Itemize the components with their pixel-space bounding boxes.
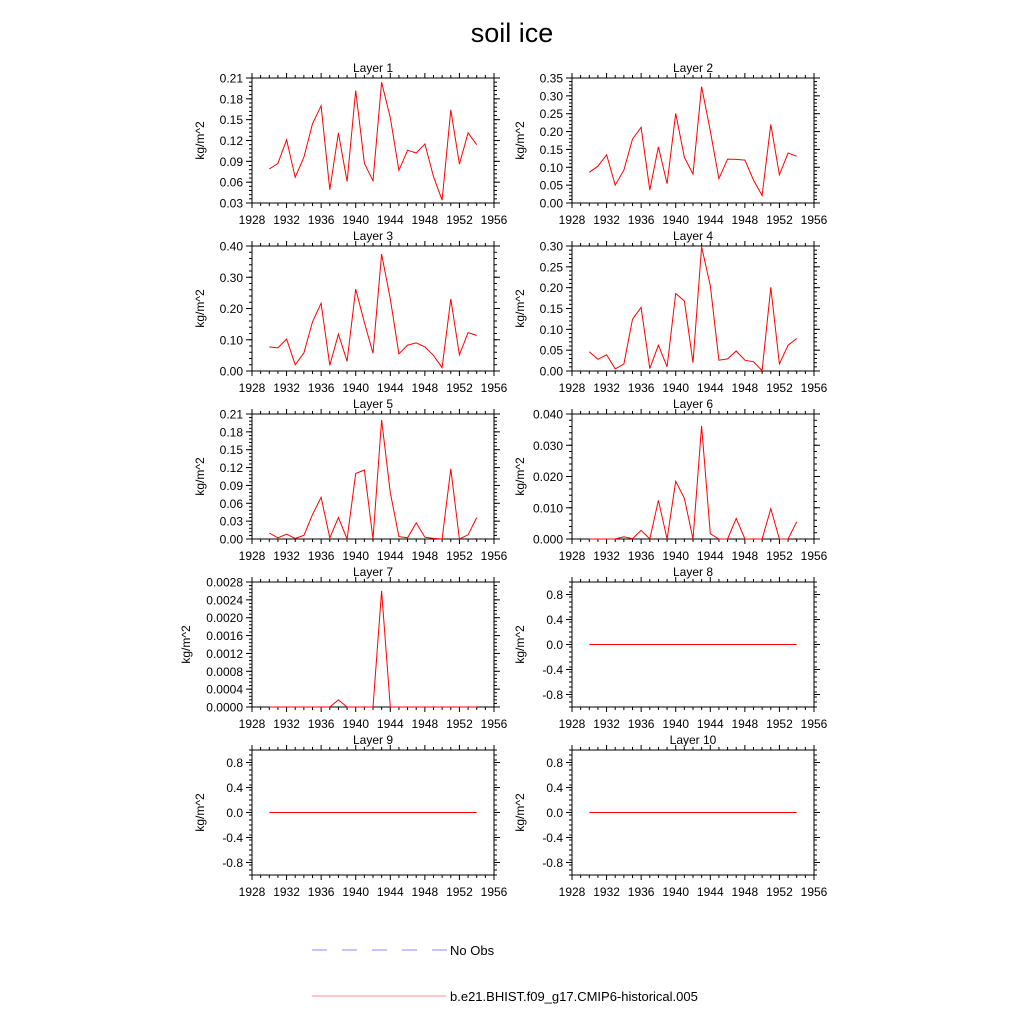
x-tick-label: 1940: [662, 381, 690, 395]
legend-model-label: b.e21.BHIST.f09_g17.CMIP6-historical.005: [450, 989, 698, 1004]
x-tick-label: 1948: [731, 213, 759, 227]
x-tick-label: 1952: [766, 885, 793, 899]
plot-frame: [572, 414, 814, 539]
x-tick-label: 1932: [273, 549, 300, 563]
x-tick-label: 1952: [446, 549, 473, 563]
panel-title: Layer 6: [672, 397, 714, 411]
y-tick-label: -0.4: [542, 663, 563, 677]
x-tick-label: 1940: [662, 213, 690, 227]
panel-title: Layer 3: [352, 229, 394, 243]
y-tick-label: -0.8: [542, 856, 563, 870]
x-tick-label: 1932: [273, 717, 300, 731]
panel-layer-6: [513, 397, 828, 563]
y-tick-label: 0.00: [539, 196, 563, 211]
x-tick-label: 1928: [238, 213, 266, 227]
x-tick-label: 1952: [446, 885, 473, 899]
x-tick-label: 1928: [238, 717, 266, 731]
x-tick-label: 1944: [696, 717, 724, 731]
panel-title: Layer 7: [352, 565, 394, 579]
model-series-line: [269, 254, 476, 368]
model-series-line: [589, 87, 796, 196]
y-tick-label: 0.0012: [206, 646, 243, 661]
panel-title: Layer 9: [352, 733, 394, 747]
y-tick-label: 0.15: [539, 302, 563, 316]
x-tick-label: 1948: [731, 717, 759, 731]
x-tick-label: 1932: [273, 213, 300, 227]
y-tick-label: 0.40: [219, 239, 243, 254]
y-tick-label: 0.0000: [206, 700, 243, 715]
x-tick-label: 1940: [342, 885, 370, 899]
y-tick-label: 0.15: [539, 142, 563, 157]
legend-obs-label: No Obs: [450, 943, 495, 958]
x-tick-label: 1952: [766, 717, 793, 731]
y-tick-label: 0.10: [539, 322, 563, 337]
legend: [312, 943, 698, 1004]
x-tick-label: 1956: [800, 885, 828, 899]
y-tick-label: 0.30: [539, 89, 563, 104]
model-series-line: [589, 247, 796, 371]
x-tick-label: 1948: [411, 885, 439, 899]
x-tick-label: 1936: [307, 717, 335, 731]
y-tick-label: 0.21: [219, 407, 243, 422]
y-tick-label: 0.03: [219, 514, 243, 529]
x-tick-label: 1940: [662, 717, 690, 731]
y-tick-label: 0.0: [226, 806, 243, 820]
x-tick-label: 1940: [342, 381, 370, 395]
y-tick-label: 0.10: [219, 333, 243, 348]
x-tick-label: 1944: [376, 885, 404, 899]
panel-layer-10: [513, 733, 828, 899]
panel-layer-7: [179, 565, 508, 731]
panel-title: Layer 5: [352, 397, 394, 411]
plot-frame: [252, 582, 494, 707]
y-tick-label: -0.4: [542, 831, 563, 845]
x-tick-label: 1956: [800, 381, 828, 395]
x-tick-label: 1948: [731, 885, 759, 899]
x-tick-label: 1928: [558, 717, 586, 731]
y-tick-label: 0.20: [539, 281, 563, 296]
x-tick-label: 1932: [593, 717, 620, 731]
y-axis-label: kg/m^2: [179, 625, 193, 664]
y-tick-label: -0.8: [222, 856, 243, 870]
x-tick-label: 1952: [446, 717, 473, 731]
y-tick-label: 0.21: [219, 71, 243, 86]
y-tick-label: 0.010: [532, 501, 563, 516]
x-tick-label: 1936: [627, 381, 655, 395]
x-tick-label: 1948: [731, 381, 759, 395]
y-tick-label: 0.05: [539, 178, 563, 193]
y-tick-label: 0.12: [219, 461, 243, 476]
y-tick-label: 0.10: [539, 160, 563, 175]
y-tick-label: 0.06: [219, 496, 243, 511]
y-axis-label: kg/m^2: [513, 625, 527, 664]
y-tick-label: 0.18: [219, 92, 243, 107]
y-tick-label: 0.03: [219, 196, 243, 211]
y-tick-label: 0.8: [546, 756, 563, 770]
y-tick-label: 0.4: [226, 781, 243, 795]
x-tick-label: 1940: [662, 885, 690, 899]
panel-title: Layer 4: [672, 229, 714, 243]
x-tick-label: 1956: [480, 717, 508, 731]
x-tick-label: 1932: [593, 213, 620, 227]
x-tick-label: 1928: [238, 885, 266, 899]
x-tick-label: 1944: [376, 213, 404, 227]
y-tick-label: 0.20: [539, 125, 563, 140]
x-tick-label: 1928: [558, 885, 586, 899]
y-tick-label: 0.040: [532, 407, 563, 422]
x-tick-label: 1932: [593, 549, 620, 563]
figure-title: soil ice: [470, 18, 554, 48]
y-tick-label: 0.000: [532, 532, 563, 547]
panel-layer-2: [513, 61, 828, 227]
panel-title: Layer 2: [672, 61, 714, 75]
x-tick-label: 1944: [376, 549, 404, 563]
x-tick-label: 1956: [480, 549, 508, 563]
x-tick-label: 1936: [627, 885, 655, 899]
x-tick-label: 1952: [766, 381, 793, 395]
y-tick-label: 0.25: [539, 107, 563, 122]
x-tick-label: 1936: [627, 717, 655, 731]
y-tick-label: 0.09: [219, 478, 243, 493]
x-tick-label: 1936: [627, 213, 655, 227]
x-tick-label: 1940: [342, 717, 370, 731]
y-tick-label: -0.8: [542, 688, 563, 702]
plot-frame: [252, 414, 494, 539]
y-tick-label: 0.0024: [206, 593, 243, 608]
x-tick-label: 1956: [800, 213, 828, 227]
x-tick-label: 1948: [411, 213, 439, 227]
panel-layer-9: [193, 733, 508, 899]
plot-frame: [572, 78, 814, 203]
x-tick-label: 1936: [307, 885, 335, 899]
x-tick-label: 1948: [411, 717, 439, 731]
y-tick-label: 0.06: [219, 175, 243, 190]
y-tick-label: 0.0004: [206, 682, 243, 697]
y-tick-label: -0.4: [222, 831, 243, 845]
panels: [179, 61, 828, 899]
x-tick-label: 1936: [627, 549, 655, 563]
y-tick-label: 0.20: [219, 302, 243, 316]
x-tick-label: 1944: [376, 717, 404, 731]
y-tick-label: 0.00: [539, 364, 563, 379]
y-tick-label: 0.15: [219, 113, 243, 128]
x-tick-label: 1928: [558, 213, 586, 227]
panel-layer-8: [513, 565, 828, 731]
model-series-line: [589, 426, 796, 539]
x-tick-label: 1956: [480, 885, 508, 899]
x-tick-label: 1956: [800, 717, 828, 731]
y-tick-label: 0.12: [219, 134, 243, 148]
y-axis-label: kg/m^2: [193, 121, 207, 160]
x-tick-label: 1956: [480, 213, 508, 227]
x-tick-label: 1948: [411, 381, 439, 395]
y-axis-label: kg/m^2: [193, 289, 207, 328]
y-tick-label: 0.030: [532, 438, 563, 453]
panel-title: Layer 10: [669, 733, 717, 747]
x-tick-label: 1952: [446, 381, 473, 395]
model-series-line: [269, 82, 476, 200]
x-tick-label: 1932: [593, 381, 620, 395]
y-tick-label: 0.4: [546, 781, 563, 795]
y-tick-label: 0.30: [539, 239, 563, 254]
y-tick-label: 0.0028: [206, 575, 243, 590]
x-tick-label: 1932: [273, 381, 300, 395]
x-tick-label: 1948: [731, 549, 759, 563]
x-tick-label: 1944: [696, 549, 724, 563]
x-tick-label: 1936: [307, 213, 335, 227]
y-tick-label: 0.00: [219, 364, 243, 379]
y-tick-label: 0.15: [219, 443, 243, 458]
x-tick-label: 1952: [446, 213, 473, 227]
x-tick-label: 1936: [307, 549, 335, 563]
y-axis-label: kg/m^2: [513, 289, 527, 328]
x-tick-label: 1928: [238, 381, 266, 395]
y-tick-label: 0.09: [219, 154, 243, 169]
x-tick-label: 1956: [800, 549, 828, 563]
y-tick-label: 0.35: [539, 71, 563, 86]
y-tick-label: 0.30: [219, 270, 243, 285]
x-tick-label: 1932: [273, 885, 300, 899]
x-tick-label: 1944: [696, 381, 724, 395]
plot-frame: [252, 78, 494, 203]
panel-layer-3: [193, 229, 508, 395]
y-axis-label: kg/m^2: [513, 793, 527, 832]
x-tick-label: 1928: [238, 549, 266, 563]
x-tick-label: 1940: [342, 549, 370, 563]
y-axis-label: kg/m^2: [513, 457, 527, 496]
y-tick-label: 0.0020: [206, 611, 243, 626]
model-series-line: [269, 420, 476, 539]
y-tick-label: 0.8: [546, 588, 563, 602]
y-axis-label: kg/m^2: [513, 121, 527, 160]
y-tick-label: 0.0008: [206, 664, 243, 679]
panel-layer-4: [513, 229, 828, 395]
y-tick-label: 0.0: [546, 638, 563, 652]
x-tick-label: 1932: [593, 885, 620, 899]
x-tick-label: 1948: [411, 549, 439, 563]
x-tick-label: 1952: [766, 549, 793, 563]
x-tick-label: 1928: [558, 381, 586, 395]
y-tick-label: 0.8: [226, 756, 243, 770]
y-tick-label: 0.25: [539, 260, 563, 275]
x-tick-label: 1956: [480, 381, 508, 395]
x-tick-label: 1928: [558, 549, 586, 563]
y-axis-label: kg/m^2: [193, 457, 207, 496]
y-tick-label: 0.05: [539, 343, 563, 358]
x-tick-label: 1944: [696, 885, 724, 899]
y-tick-label: 0.18: [219, 425, 243, 440]
panel-layer-5: [193, 397, 508, 563]
x-tick-label: 1952: [766, 213, 793, 227]
y-axis-label: kg/m^2: [193, 793, 207, 832]
y-tick-label: 0.00: [219, 532, 243, 547]
panel-title: Layer 1: [352, 61, 394, 75]
y-tick-label: 0.4: [546, 613, 563, 627]
x-tick-label: 1944: [376, 381, 404, 395]
panel-title: Layer 8: [672, 565, 714, 579]
model-series-line: [269, 591, 476, 707]
y-tick-label: 0.0016: [206, 629, 243, 644]
x-tick-label: 1944: [696, 213, 724, 227]
y-tick-label: 0.0: [546, 806, 563, 820]
x-tick-label: 1940: [342, 213, 370, 227]
x-tick-label: 1936: [307, 381, 335, 395]
y-tick-label: 0.020: [532, 470, 563, 484]
panel-layer-1: [193, 61, 508, 227]
x-tick-label: 1940: [662, 549, 690, 563]
